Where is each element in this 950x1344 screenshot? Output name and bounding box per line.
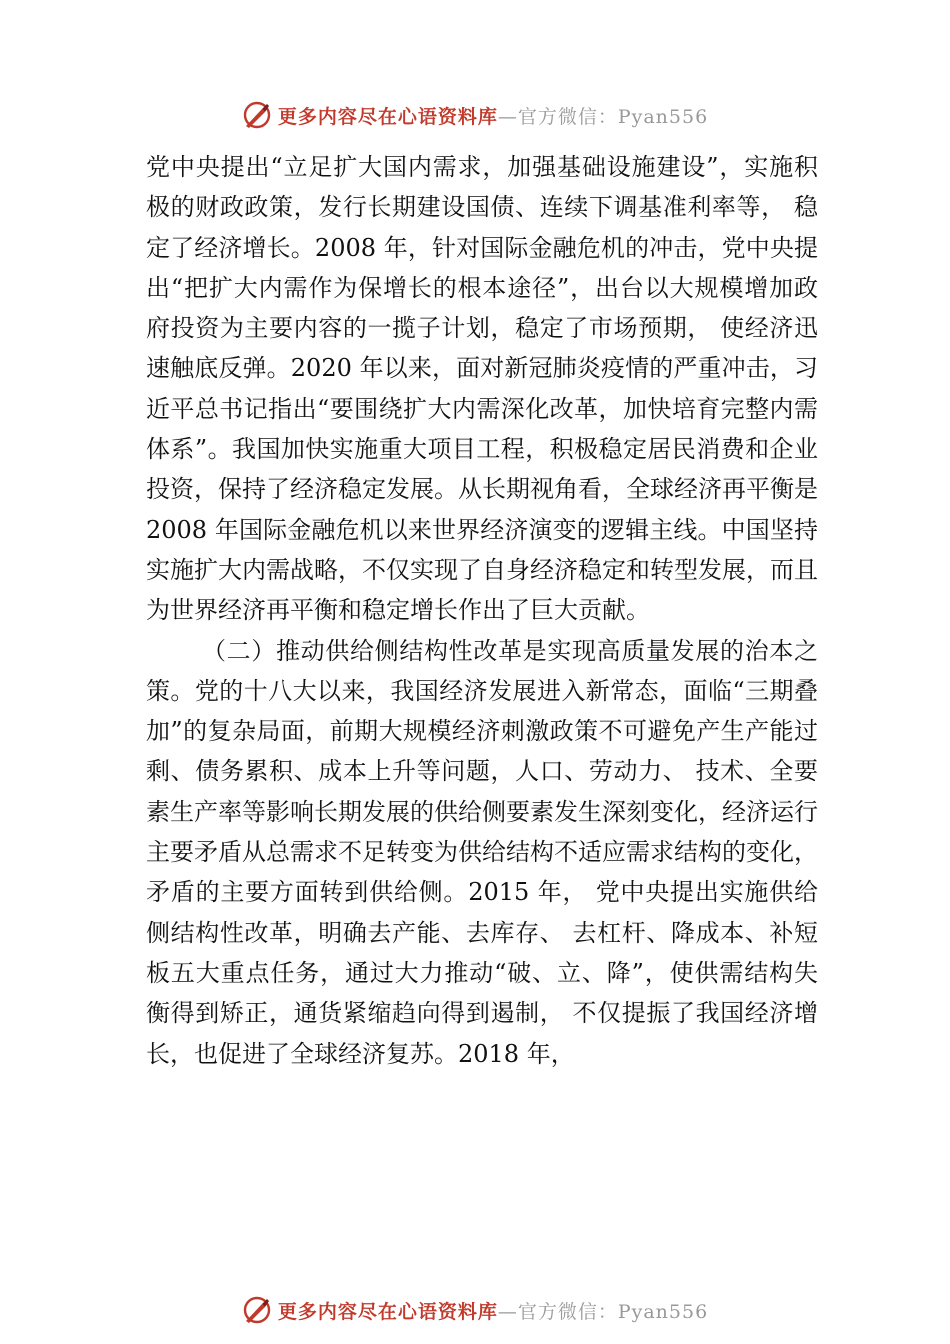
paragraph-1: 党中央提出“立足扩大国内需求，加强基础设施建设”，实施积极的财政政策，发行长期建设国债、连续下调基准利率等， 稳定了经济增长。2008 年，针对国际金融危机的冲击，党中央提出“把扩大内需作为保增长的根本途径”，出台以大规模增加政府投资为主要内容的一揽子计划，稳定了市场预期， 使经济迅速触底反弹。2020 年以来，面对新冠肺炎疫情的严重冲击，习近平总书记指出“要围绕扩大内需深化改革，加快培育完整内需体系”。我国加快实施重大项目工程，积极稳定居民消费和企业投资，保持了经济稳定发展。从长期视角看，全球经济再平衡是 2008 年国际金融危机以来世界经济演变的逻辑主线。中国坚持实施扩大内需战略，不仅实现了自身经济稳定和转型发展，而且为世界经济再平衡和稳定增长作出了巨大贡献。 — [146, 153, 818, 625]
banner-red-text: 更多内容尽在心语资料库 — [277, 105, 498, 128]
brush-logo-icon — [242, 1295, 272, 1325]
document-body — [146, 147, 818, 1074]
banner-gray-text: —官方微信：Pyan556 — [497, 105, 709, 128]
banner-red-text: 更多内容尽在心语资料库 — [277, 1300, 498, 1323]
header-banner — [0, 95, 950, 135]
brush-logo-icon — [242, 100, 272, 130]
footer-banner — [0, 1290, 950, 1330]
paragraph-2: （二）推动供给侧结构性改革是实现高质量发展的治本之策。党的十八大以来，我国经济发展进入新常态，面临“三期叠加”的复杂局面，前期大规模经济刺激政策不可避免产生产能过剩、债务累积、成本上升等问题，人口、劳动力、 技术、全要素生产率等影响长期发展的供给侧要素发生深刻变化，经济运行主要矛盾从总需求不足转变为供给结构不适应需求结构的变化，矛盾的主要方面转到供给侧。2015 年， 党中央提出实施供给侧结构性改革，明确去产能、去库存、 去杠杆、降成本、补短板五大重点任务，通过大力推动“破、立、降”，使供需结构失衡得到矫正，通货紧缩趋向得到遏制， 不仅提振了我国经济增长，也促进了全球经济复苏。2018 年， — [146, 636, 818, 1068]
banner-gray-text: —官方微信：Pyan556 — [497, 1300, 709, 1323]
